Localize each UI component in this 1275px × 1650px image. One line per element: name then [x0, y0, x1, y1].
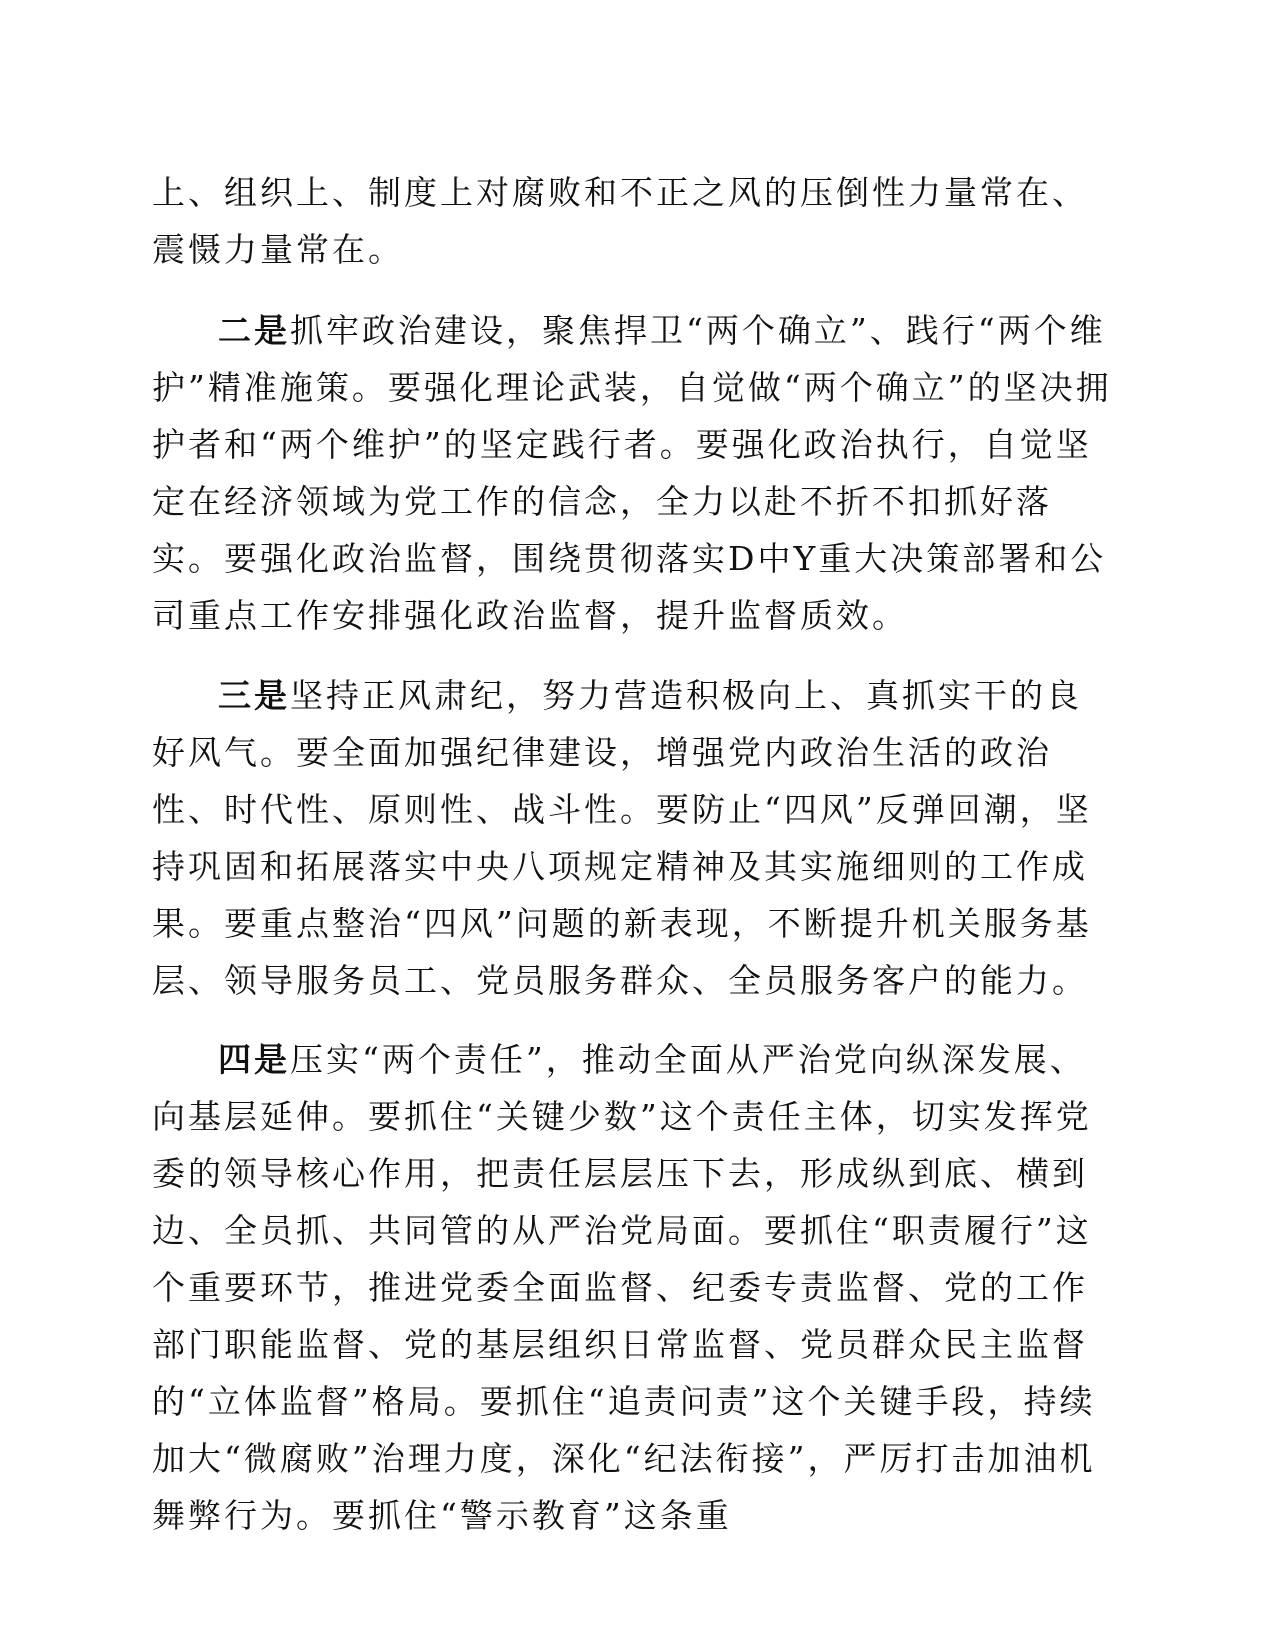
paragraph-text: 坚持正风肃纪，努力营造积极向上、真抓实干的良好风气。要全面加强纪律建设，增强党内政治生活的政治性、时代性、原则性、战斗性。要防止“四风”反弹回潮，坚持巩固和拓展落实中央八项规定精神及其实施细则的工作成果。要重点整治“四风”问题的新表现，不断提升机关服务基层、领导服务员工、党员服务群众、全员服务客户的能力。 — [152, 676, 1092, 1000]
paragraph-text: 压实“两个责任”，推动全面从严治党向纵深发展、向基层延伸。要抓住“关键少数”这个责任主体，切实发挥党委的领导核心作用，把责任层层压下去，形成纵到底、横到边、全员抓、共同管的从严治党局面。要抓住“职责履行”这个重要环节，推进党委全面监督、纪委专责监督、党的工作部门职能监督、党的基层组织日常监督、党员群众民主监督的“立体监督”格局。要抓住“追责问责”这个关键手段，持续加大“微腐败”治理力度，深化“纪法衔接”，严厉打击加油机舞弊行为。要抓住“警示教育”这条重 — [152, 1040, 1096, 1535]
paragraph-point-four — [152, 1031, 1112, 1544]
paragraph-point-three — [152, 667, 1112, 1009]
paragraph-text: 上、组织上、制度上对腐败和不正之风的压倒性力量常在、震慑力量常在。 — [152, 173, 1088, 269]
paragraph-continuation — [152, 164, 1112, 278]
paragraph-lead: 二是 — [218, 311, 290, 350]
paragraph-text: 抓牢政治建设，聚焦捍卫“两个确立”、践行“两个维护”精准施策。要强化理论武装，自觉做“两个确立”的坚决拥护者和“两个维护”的坚定践行者。要强化政治执行，自觉坚定在经济领域为党工作的信念，全力以赴不折不扣抓好落实。要强化政治监督，围绕贯彻落实D中Y重大决策部署和公司重点工作安排强化政治监督，提升监督质效。 — [152, 311, 1112, 635]
paragraph-lead: 四是 — [218, 1040, 290, 1079]
paragraph-point-two — [152, 302, 1112, 644]
paragraph-lead: 三是 — [218, 676, 290, 715]
